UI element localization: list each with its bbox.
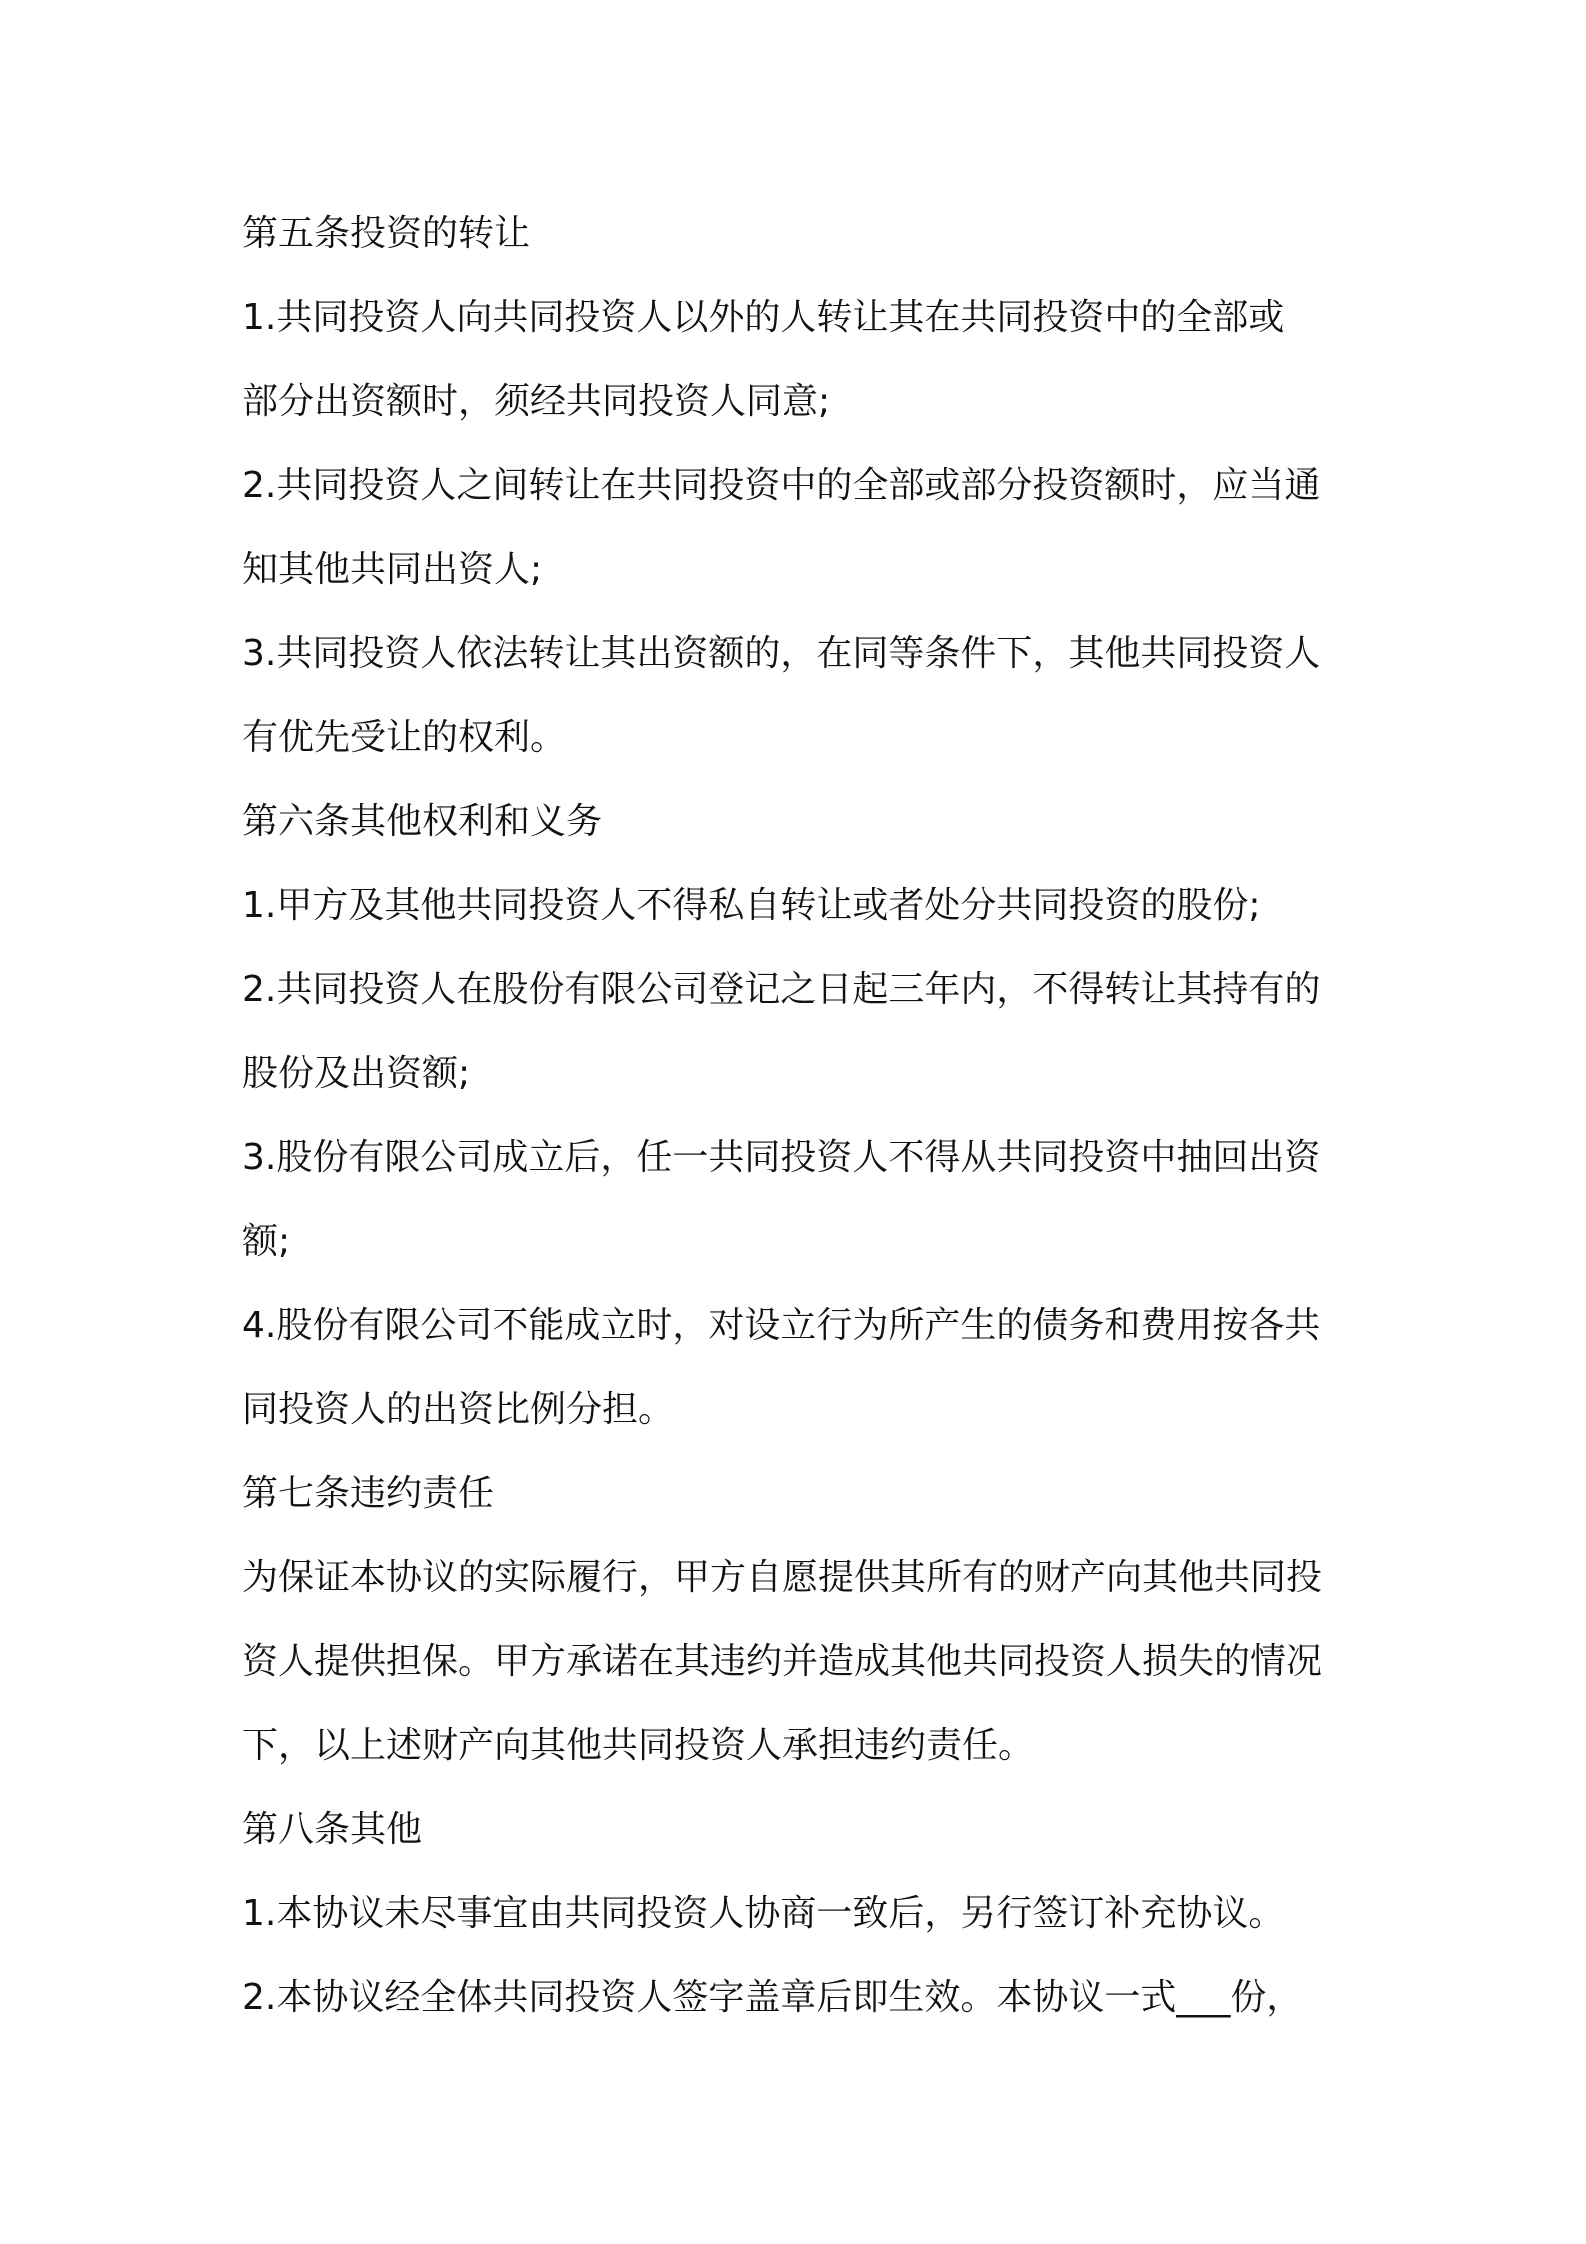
article-6-clause-4-line-2: 同投资人的出资比例分担。 — [242, 1389, 675, 1430]
article-5-heading: 第五条投资的转让 — [242, 213, 531, 254]
article-7-text-line-1: 为保证本协议的实际履行，甲方自愿提供其所有的财产向其他共同投 — [242, 1557, 1323, 1598]
article-6-heading: 第六条其他权利和义务 — [242, 801, 603, 842]
article-8-heading: 第八条其他 — [242, 1809, 423, 1850]
document-body — [242, 192, 1362, 2040]
article-7-text-line-2: 资人提供担保。甲方承诺在其违约并造成其他共同投资人损失的情况 — [242, 1641, 1323, 1682]
article-7-text-line-3: 下，以上述财产向其他共同投资人承担违约责任。 — [242, 1725, 1035, 1766]
article-8-clause-1: 1.本协议未尽事宜由共同投资人协商一致后，另行签订补充协议。 — [242, 1893, 1285, 1934]
article-5-clause-2-line-1: 2.共同投资人之间转让在共同投资中的全部或部分投资额时，应当通 — [242, 465, 1321, 506]
article-5-clause-2-line-2: 知其他共同出资人; — [242, 549, 543, 590]
article-6-clause-3-line-2: 额; — [242, 1221, 291, 1262]
article-6-clause-2-line-2: 股份及出资额; — [242, 1053, 471, 1094]
article-5-clause-1-line-2: 部分出资额时，须经共同投资人同意; — [242, 381, 831, 422]
article-6-clause-2-line-1: 2.共同投资人在股份有限公司登记之日起三年内，不得转让其持有的 — [242, 969, 1321, 1010]
article-5-clause-3-line-2: 有优先受让的权利。 — [242, 717, 567, 758]
article-8-clause-2: 2.本协议经全体共同投资人签字盖章后即生效。本协议一式___份， — [242, 1977, 1303, 2018]
article-6-clause-4-line-1: 4.股份有限公司不能成立时，对设立行为所产生的债务和费用按各共 — [242, 1305, 1321, 1346]
article-6-clause-3-line-1: 3.股份有限公司成立后，任一共同投资人不得从共同投资中抽回出资 — [242, 1137, 1321, 1178]
article-5-clause-3-line-1: 3.共同投资人依法转让其出资额的，在同等条件下，其他共同投资人 — [242, 633, 1321, 674]
article-5-clause-1-line-1: 1.共同投资人向共同投资人以外的人转让其在共同投资中的全部或 — [242, 297, 1285, 338]
article-7-heading: 第七条违约责任 — [242, 1473, 495, 1514]
article-6-clause-1: 1.甲方及其他共同投资人不得私自转让或者处分共同投资的股份; — [242, 885, 1261, 926]
